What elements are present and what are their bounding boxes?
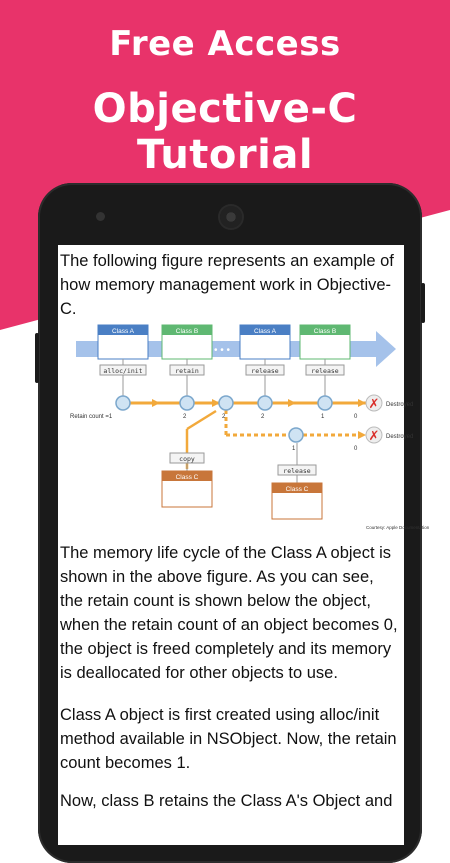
destroyed-label: Destroyed (386, 434, 414, 440)
memory-management-figure (66, 319, 430, 535)
destroyed-label: Destroyed (386, 402, 414, 408)
method-label: release (311, 367, 339, 375)
banner-title-tutorial: Objective-C Tutorial (92, 86, 358, 178)
class-box-c-1 (162, 471, 212, 507)
method-label: release (283, 467, 311, 475)
class-box-label: Class C (175, 474, 199, 481)
retain-count: 0 (354, 446, 358, 452)
intro-paragraph: The following figure represents an example of how memory management work in Objective-C. (60, 252, 394, 318)
method-label: copy (179, 455, 195, 463)
figure-credit: Courtesy: Apple Documentation (366, 525, 430, 530)
speaker-icon (220, 206, 242, 228)
destroyed-marker-1 (366, 395, 413, 412)
retain-count: 2 (183, 414, 187, 420)
retain-count: 1 (321, 414, 325, 420)
retain-count: 2 (222, 414, 226, 420)
class-box-label: Class A (111, 328, 135, 335)
lifecycle-paragraph: The memory life cycle of the Class A object is shown in the above figure. As you can see, the retain count is shown below the object, when the retain count of an object becomes 0, the object is freed completely and its memory is deallocated for other objects to use. (60, 544, 398, 682)
phone-frame (38, 183, 430, 863)
banner-title-free-access: Free Access (109, 24, 341, 64)
retain-count: 1 (292, 446, 296, 452)
svg-text:✗: ✗ (368, 429, 380, 444)
alloc-init-paragraph: Class A object is first created using alloc/init method available in NSObject. Now, the retain count becomes 1. (60, 706, 397, 772)
class-box-c-2 (272, 483, 322, 519)
destroyed-marker-2 (366, 427, 413, 444)
class-box-a-1 (98, 325, 148, 359)
class-box-a-2 (240, 325, 290, 359)
method-label: release (251, 367, 279, 375)
class-box-b-2 (300, 325, 350, 359)
retain-count: 2 (261, 414, 265, 420)
method-label: retain (175, 367, 199, 375)
method-label: alloc/init (103, 367, 143, 375)
retain-count: 0 (354, 414, 358, 420)
class-box-label: Class B (175, 328, 199, 335)
svg-text:✗: ✗ (368, 397, 380, 412)
phone-screen[interactable] (58, 245, 430, 845)
class-box-label: Class A (253, 328, 277, 335)
class-box-label: Class C (285, 486, 309, 493)
class-box-b-1 (162, 325, 212, 359)
retain-count-label: Retain count =1 (70, 414, 113, 420)
phone-side-button (35, 333, 39, 383)
retain-paragraph: Now, class B retains the Class A's Object and (60, 792, 393, 810)
class-box-label: Class B (313, 328, 337, 335)
svg-text:• • •: • • • (214, 345, 231, 356)
front-camera-icon (96, 212, 105, 221)
phone-power-button (421, 283, 425, 323)
